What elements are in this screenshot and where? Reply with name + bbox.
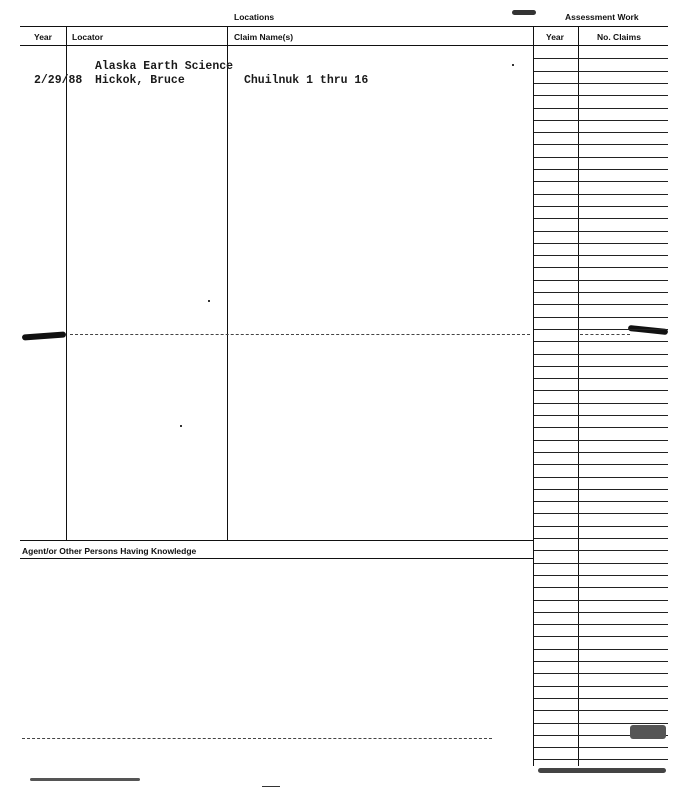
assessment-row-rule [534, 366, 668, 367]
assessment-row-rule [534, 292, 668, 293]
column-no-claims: No. Claims [597, 32, 641, 42]
assessment-row-rule [534, 108, 668, 109]
assessment-row-rule [534, 550, 668, 551]
locator-company: Alaska Earth Science [95, 60, 234, 73]
agent-section-top-rule [20, 540, 534, 541]
bottom-left-noise [30, 778, 140, 781]
assessment-row-rule [534, 526, 668, 527]
assessment-row-rule [534, 710, 668, 711]
bottom-right-noise [538, 768, 666, 773]
assessment-row-rule [534, 390, 668, 391]
column-aw-year: Year [546, 32, 564, 42]
column-year: Year [34, 32, 52, 42]
assessment-row-rule [534, 267, 668, 268]
bottom-corner-smudge [630, 725, 666, 739]
assessment-row-rule [534, 169, 668, 170]
fold-mark-left [22, 331, 66, 340]
assessment-row-rule [534, 95, 668, 96]
assessment-row-rule [534, 231, 668, 232]
agent-section-rule [20, 558, 534, 559]
assessment-row-rule [534, 538, 668, 539]
fold-mark-right [628, 325, 668, 335]
assessment-row-rule [534, 403, 668, 404]
assessment-row-rule [534, 723, 668, 724]
assessment-row-rule [534, 464, 668, 465]
locations-heading: Locations [234, 12, 275, 22]
assessment-row-rule [534, 649, 668, 650]
assessment-row-rule [534, 354, 668, 355]
assessment-row-rule [534, 636, 668, 637]
assessment-row-rule [534, 144, 668, 145]
column-locator: Locator [72, 32, 104, 42]
assessment-row-rule [534, 587, 668, 588]
entry-date: 2/29/88 [34, 74, 83, 87]
header-ink-smudge [512, 10, 536, 15]
assessment-row-rule [534, 83, 668, 84]
locator-person: Hickok, Bruce [95, 74, 185, 87]
assessment-row-rule [534, 686, 668, 687]
assessment-row-rule [534, 624, 668, 625]
assessment-row-rule [534, 673, 668, 674]
fold-line-right [580, 334, 630, 336]
assessment-row-rule [534, 329, 668, 330]
header-bottom-rule [20, 45, 668, 46]
assessment-row-rule [534, 243, 668, 244]
assessment-row-rule [534, 71, 668, 72]
speck [208, 300, 210, 302]
agent-section-label: Agent/or Other Persons Having Knowledge [22, 546, 197, 556]
header-top-rule [20, 26, 668, 27]
assessment-row-rule [534, 218, 668, 219]
assessment-row-rule [534, 452, 668, 453]
assessment-row-rule [534, 477, 668, 478]
assessment-row-rule [534, 698, 668, 699]
assessment-row-rule [534, 181, 668, 182]
assessment-row-rule [534, 575, 668, 576]
assessment-row-rule [534, 120, 668, 121]
assessment-row-rule [534, 759, 668, 760]
divider-claims-assessment [533, 26, 534, 766]
assessment-row-rule [534, 489, 668, 490]
assessment-row-rule [534, 427, 668, 428]
assessment-row-rule [534, 157, 668, 158]
assessment-row-rule [534, 132, 668, 133]
assessment-row-rule [534, 206, 668, 207]
speck [262, 786, 280, 787]
assessment-row-rule [534, 600, 668, 601]
assessment-row-rule [534, 612, 668, 613]
divider-locator-claims [227, 26, 228, 540]
assessment-row-rule [534, 513, 668, 514]
assessment-row-rule [534, 255, 668, 256]
assessment-row-rule [534, 341, 668, 342]
assessment-row-rule [534, 661, 668, 662]
assessment-work-heading: Assessment Work [565, 12, 639, 22]
assessment-row-rule [534, 58, 668, 59]
assessment-row-rule [534, 747, 668, 748]
fold-line [70, 334, 530, 336]
assessment-row-rule [534, 501, 668, 502]
speck [180, 425, 182, 427]
assessment-row-rule [534, 440, 668, 441]
claim-names: Chuilnuk 1 thru 16 [244, 74, 369, 87]
column-claim-names: Claim Name(s) [234, 32, 294, 42]
assessment-row-rule [534, 304, 668, 305]
assessment-row-rule [534, 563, 668, 564]
assessment-row-rule [534, 317, 668, 318]
divider-aw-year-count [578, 26, 579, 766]
assessment-row-rule [534, 280, 668, 281]
assessment-row-rule [534, 415, 668, 416]
bottom-fold-line [22, 738, 492, 740]
speck [512, 64, 514, 66]
divider-year-locator [66, 26, 67, 540]
assessment-row-rule [534, 194, 668, 195]
assessment-row-rule [534, 378, 668, 379]
